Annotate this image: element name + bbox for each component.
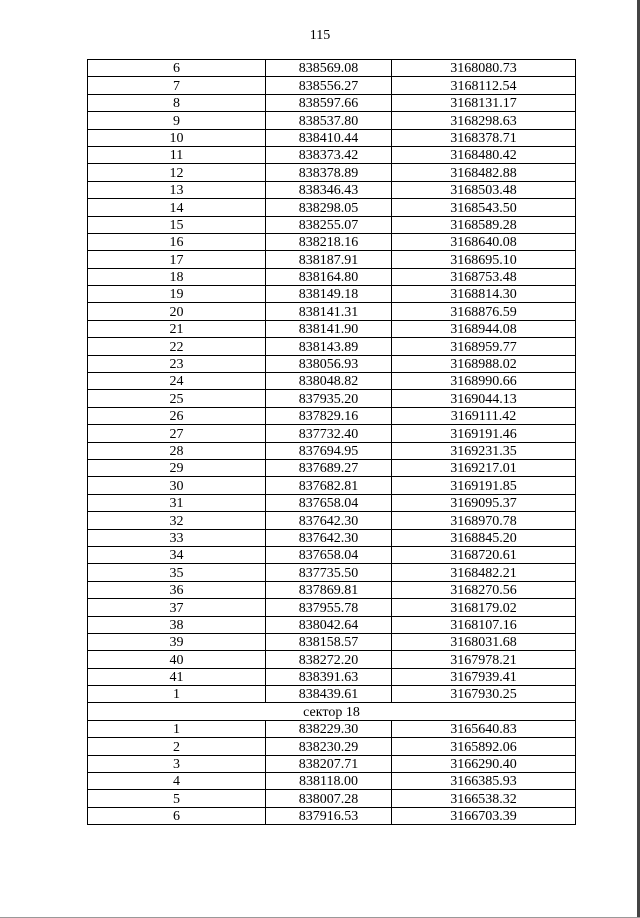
point-number-cell: 10: [88, 129, 266, 146]
y-coordinate-cell: 3168589.28: [392, 216, 576, 233]
table-row: [88, 546, 576, 563]
table-row: [88, 668, 576, 685]
table-row: [88, 477, 576, 494]
point-number-cell: 40: [88, 651, 266, 668]
point-number-cell: 34: [88, 546, 266, 563]
x-coordinate-cell: 838597.66: [266, 94, 392, 111]
y-coordinate-cell: 3167939.41: [392, 668, 576, 685]
y-coordinate-cell: 3168503.48: [392, 181, 576, 198]
point-number-cell: 6: [88, 807, 266, 824]
x-coordinate-cell: 838164.80: [266, 268, 392, 285]
x-coordinate-cell: 838141.90: [266, 320, 392, 337]
x-coordinate-cell: 838272.20: [266, 651, 392, 668]
y-coordinate-cell: 3167978.21: [392, 651, 576, 668]
y-coordinate-cell: 3168131.17: [392, 94, 576, 111]
table-row: [88, 233, 576, 250]
x-coordinate-cell: 838230.29: [266, 738, 392, 755]
point-number-cell: 9: [88, 112, 266, 129]
x-coordinate-cell: 838141.31: [266, 303, 392, 320]
table-row: [88, 112, 576, 129]
point-number-cell: 26: [88, 407, 266, 424]
x-coordinate-cell: 838042.64: [266, 616, 392, 633]
y-coordinate-cell: 3167930.25: [392, 686, 576, 703]
x-coordinate-cell: 838229.30: [266, 720, 392, 737]
y-coordinate-cell: 3168720.61: [392, 546, 576, 563]
point-number-cell: 5: [88, 790, 266, 807]
x-coordinate-cell: 838298.05: [266, 199, 392, 216]
x-coordinate-cell: 838056.93: [266, 355, 392, 372]
y-coordinate-cell: 3165892.06: [392, 738, 576, 755]
x-coordinate-cell: 837935.20: [266, 390, 392, 407]
y-coordinate-cell: 3169191.85: [392, 477, 576, 494]
table-row: [88, 355, 576, 372]
x-coordinate-cell: 838118.00: [266, 773, 392, 790]
coordinates-table-part-1: [88, 60, 576, 703]
y-coordinate-cell: 3168543.50: [392, 199, 576, 216]
y-coordinate-cell: 3166538.32: [392, 790, 576, 807]
y-coordinate-cell: 3169191.46: [392, 425, 576, 442]
x-coordinate-cell: 837642.30: [266, 529, 392, 546]
x-coordinate-cell: 838569.08: [266, 60, 392, 77]
x-coordinate-cell: 837658.04: [266, 546, 392, 563]
y-coordinate-cell: 3169111.42: [392, 407, 576, 424]
x-coordinate-cell: 838143.89: [266, 338, 392, 355]
point-number-cell: 19: [88, 286, 266, 303]
y-coordinate-cell: 3168107.16: [392, 616, 576, 633]
table-row: [88, 686, 576, 703]
point-number-cell: 41: [88, 668, 266, 685]
x-coordinate-cell: 837694.95: [266, 442, 392, 459]
point-number-cell: 35: [88, 564, 266, 581]
y-coordinate-cell: 3168640.08: [392, 233, 576, 250]
x-coordinate-cell: 838158.57: [266, 633, 392, 650]
coordinates-table-part-2: [88, 720, 576, 824]
table-row: [88, 286, 576, 303]
section-header-row-group: [88, 703, 576, 720]
point-number-cell: 11: [88, 146, 266, 163]
x-coordinate-cell: 837642.30: [266, 512, 392, 529]
point-number-cell: 12: [88, 164, 266, 181]
x-coordinate-cell: 838048.82: [266, 373, 392, 390]
point-number-cell: 27: [88, 425, 266, 442]
x-coordinate-cell: 838556.27: [266, 77, 392, 94]
point-number-cell: 25: [88, 390, 266, 407]
point-number-cell: 14: [88, 199, 266, 216]
y-coordinate-cell: 3165640.83: [392, 720, 576, 737]
point-number-cell: 38: [88, 616, 266, 633]
point-number-cell: 1: [88, 720, 266, 737]
y-coordinate-cell: 3168112.54: [392, 77, 576, 94]
point-number-cell: 29: [88, 459, 266, 476]
point-number-cell: 31: [88, 494, 266, 511]
y-coordinate-cell: 3168179.02: [392, 599, 576, 616]
table-row: [88, 459, 576, 476]
y-coordinate-cell: 3168753.48: [392, 268, 576, 285]
x-coordinate-cell: 838207.71: [266, 755, 392, 772]
table-row: [88, 407, 576, 424]
table-row: [88, 268, 576, 285]
point-number-cell: 24: [88, 373, 266, 390]
table-row: [88, 651, 576, 668]
x-coordinate-cell: 837829.16: [266, 407, 392, 424]
table-row: [88, 512, 576, 529]
table-row: [88, 773, 576, 790]
table-row: [88, 199, 576, 216]
point-number-cell: 3: [88, 755, 266, 772]
y-coordinate-cell: 3168695.10: [392, 251, 576, 268]
x-coordinate-cell: 838346.43: [266, 181, 392, 198]
y-coordinate-cell: 3168814.30: [392, 286, 576, 303]
x-coordinate-cell: 838149.18: [266, 286, 392, 303]
point-number-cell: 6: [88, 60, 266, 77]
point-number-cell: 39: [88, 633, 266, 650]
table-row: [88, 390, 576, 407]
y-coordinate-cell: 3168959.77: [392, 338, 576, 355]
table-row: [88, 738, 576, 755]
x-coordinate-cell: 838218.16: [266, 233, 392, 250]
x-coordinate-cell: 837682.81: [266, 477, 392, 494]
y-coordinate-cell: 3168482.88: [392, 164, 576, 181]
table-row: [88, 181, 576, 198]
y-coordinate-cell: 3169231.35: [392, 442, 576, 459]
point-number-cell: 13: [88, 181, 266, 198]
y-coordinate-cell: 3168990.66: [392, 373, 576, 390]
point-number-cell: 30: [88, 477, 266, 494]
table-row: [88, 633, 576, 650]
point-number-cell: 21: [88, 320, 266, 337]
section-header-row: [88, 703, 576, 720]
x-coordinate-cell: 837869.81: [266, 581, 392, 598]
y-coordinate-cell: 3168845.20: [392, 529, 576, 546]
table-row: [88, 425, 576, 442]
y-coordinate-cell: 3166290.40: [392, 755, 576, 772]
x-coordinate-cell: 837658.04: [266, 494, 392, 511]
table-row: [88, 720, 576, 737]
y-coordinate-cell: 3169095.37: [392, 494, 576, 511]
table-row: [88, 77, 576, 94]
point-number-cell: 22: [88, 338, 266, 355]
point-number-cell: 28: [88, 442, 266, 459]
x-coordinate-cell: 838373.42: [266, 146, 392, 163]
y-coordinate-cell: 3168480.42: [392, 146, 576, 163]
point-number-cell: 2: [88, 738, 266, 755]
table-row: [88, 755, 576, 772]
x-coordinate-cell: 838439.61: [266, 686, 392, 703]
table-row: [88, 146, 576, 163]
point-number-cell: 23: [88, 355, 266, 372]
y-coordinate-cell: 3169217.01: [392, 459, 576, 476]
table-row: [88, 494, 576, 511]
y-coordinate-cell: 3168298.63: [392, 112, 576, 129]
table-row: [88, 303, 576, 320]
x-coordinate-cell: 838255.07: [266, 216, 392, 233]
table-row: [88, 564, 576, 581]
point-number-cell: 8: [88, 94, 266, 111]
page-number: 115: [309, 28, 331, 43]
table-row: [88, 529, 576, 546]
y-coordinate-cell: 3166385.93: [392, 773, 576, 790]
x-coordinate-cell: 837916.53: [266, 807, 392, 824]
table-row: [88, 581, 576, 598]
point-number-cell: 37: [88, 599, 266, 616]
y-coordinate-cell: 3168482.21: [392, 564, 576, 581]
table-row: [88, 216, 576, 233]
x-coordinate-cell: 838537.80: [266, 112, 392, 129]
x-coordinate-cell: 838007.28: [266, 790, 392, 807]
point-number-cell: 18: [88, 268, 266, 285]
x-coordinate-cell: 838391.63: [266, 668, 392, 685]
y-coordinate-cell: 3168270.56: [392, 581, 576, 598]
y-coordinate-cell: 3168080.73: [392, 60, 576, 77]
x-coordinate-cell: 838378.89: [266, 164, 392, 181]
table-row: [88, 807, 576, 824]
y-coordinate-cell: 3166703.39: [392, 807, 576, 824]
table-row: [88, 373, 576, 390]
section-label: сектор 18: [88, 703, 576, 720]
x-coordinate-cell: 837735.50: [266, 564, 392, 581]
table-row: [88, 251, 576, 268]
point-number-cell: 1: [88, 686, 266, 703]
x-coordinate-cell: 837955.78: [266, 599, 392, 616]
point-number-cell: 15: [88, 216, 266, 233]
table-row: [88, 129, 576, 146]
table-row: [88, 790, 576, 807]
x-coordinate-cell: 838187.91: [266, 251, 392, 268]
point-number-cell: 17: [88, 251, 266, 268]
point-number-cell: 20: [88, 303, 266, 320]
point-number-cell: 7: [88, 77, 266, 94]
table-row: [88, 94, 576, 111]
table-row: [88, 616, 576, 633]
table-row: [88, 320, 576, 337]
y-coordinate-cell: 3168988.02: [392, 355, 576, 372]
table-row: [88, 164, 576, 181]
y-coordinate-cell: 3168970.78: [392, 512, 576, 529]
table-row: [88, 60, 576, 77]
table-row: [88, 599, 576, 616]
y-coordinate-cell: 3168876.59: [392, 303, 576, 320]
y-coordinate-cell: 3168378.71: [392, 129, 576, 146]
x-coordinate-cell: 838410.44: [266, 129, 392, 146]
point-number-cell: 16: [88, 233, 266, 250]
x-coordinate-cell: 837732.40: [266, 425, 392, 442]
point-number-cell: 33: [88, 529, 266, 546]
table-row: [88, 442, 576, 459]
x-coordinate-cell: 837689.27: [266, 459, 392, 476]
y-coordinate-cell: 3168944.08: [392, 320, 576, 337]
y-coordinate-cell: 3168031.68: [392, 633, 576, 650]
point-number-cell: 32: [88, 512, 266, 529]
point-number-cell: 4: [88, 773, 266, 790]
table-row: [88, 338, 576, 355]
coordinates-table: [87, 59, 576, 825]
y-coordinate-cell: 3169044.13: [392, 390, 576, 407]
point-number-cell: 36: [88, 581, 266, 598]
